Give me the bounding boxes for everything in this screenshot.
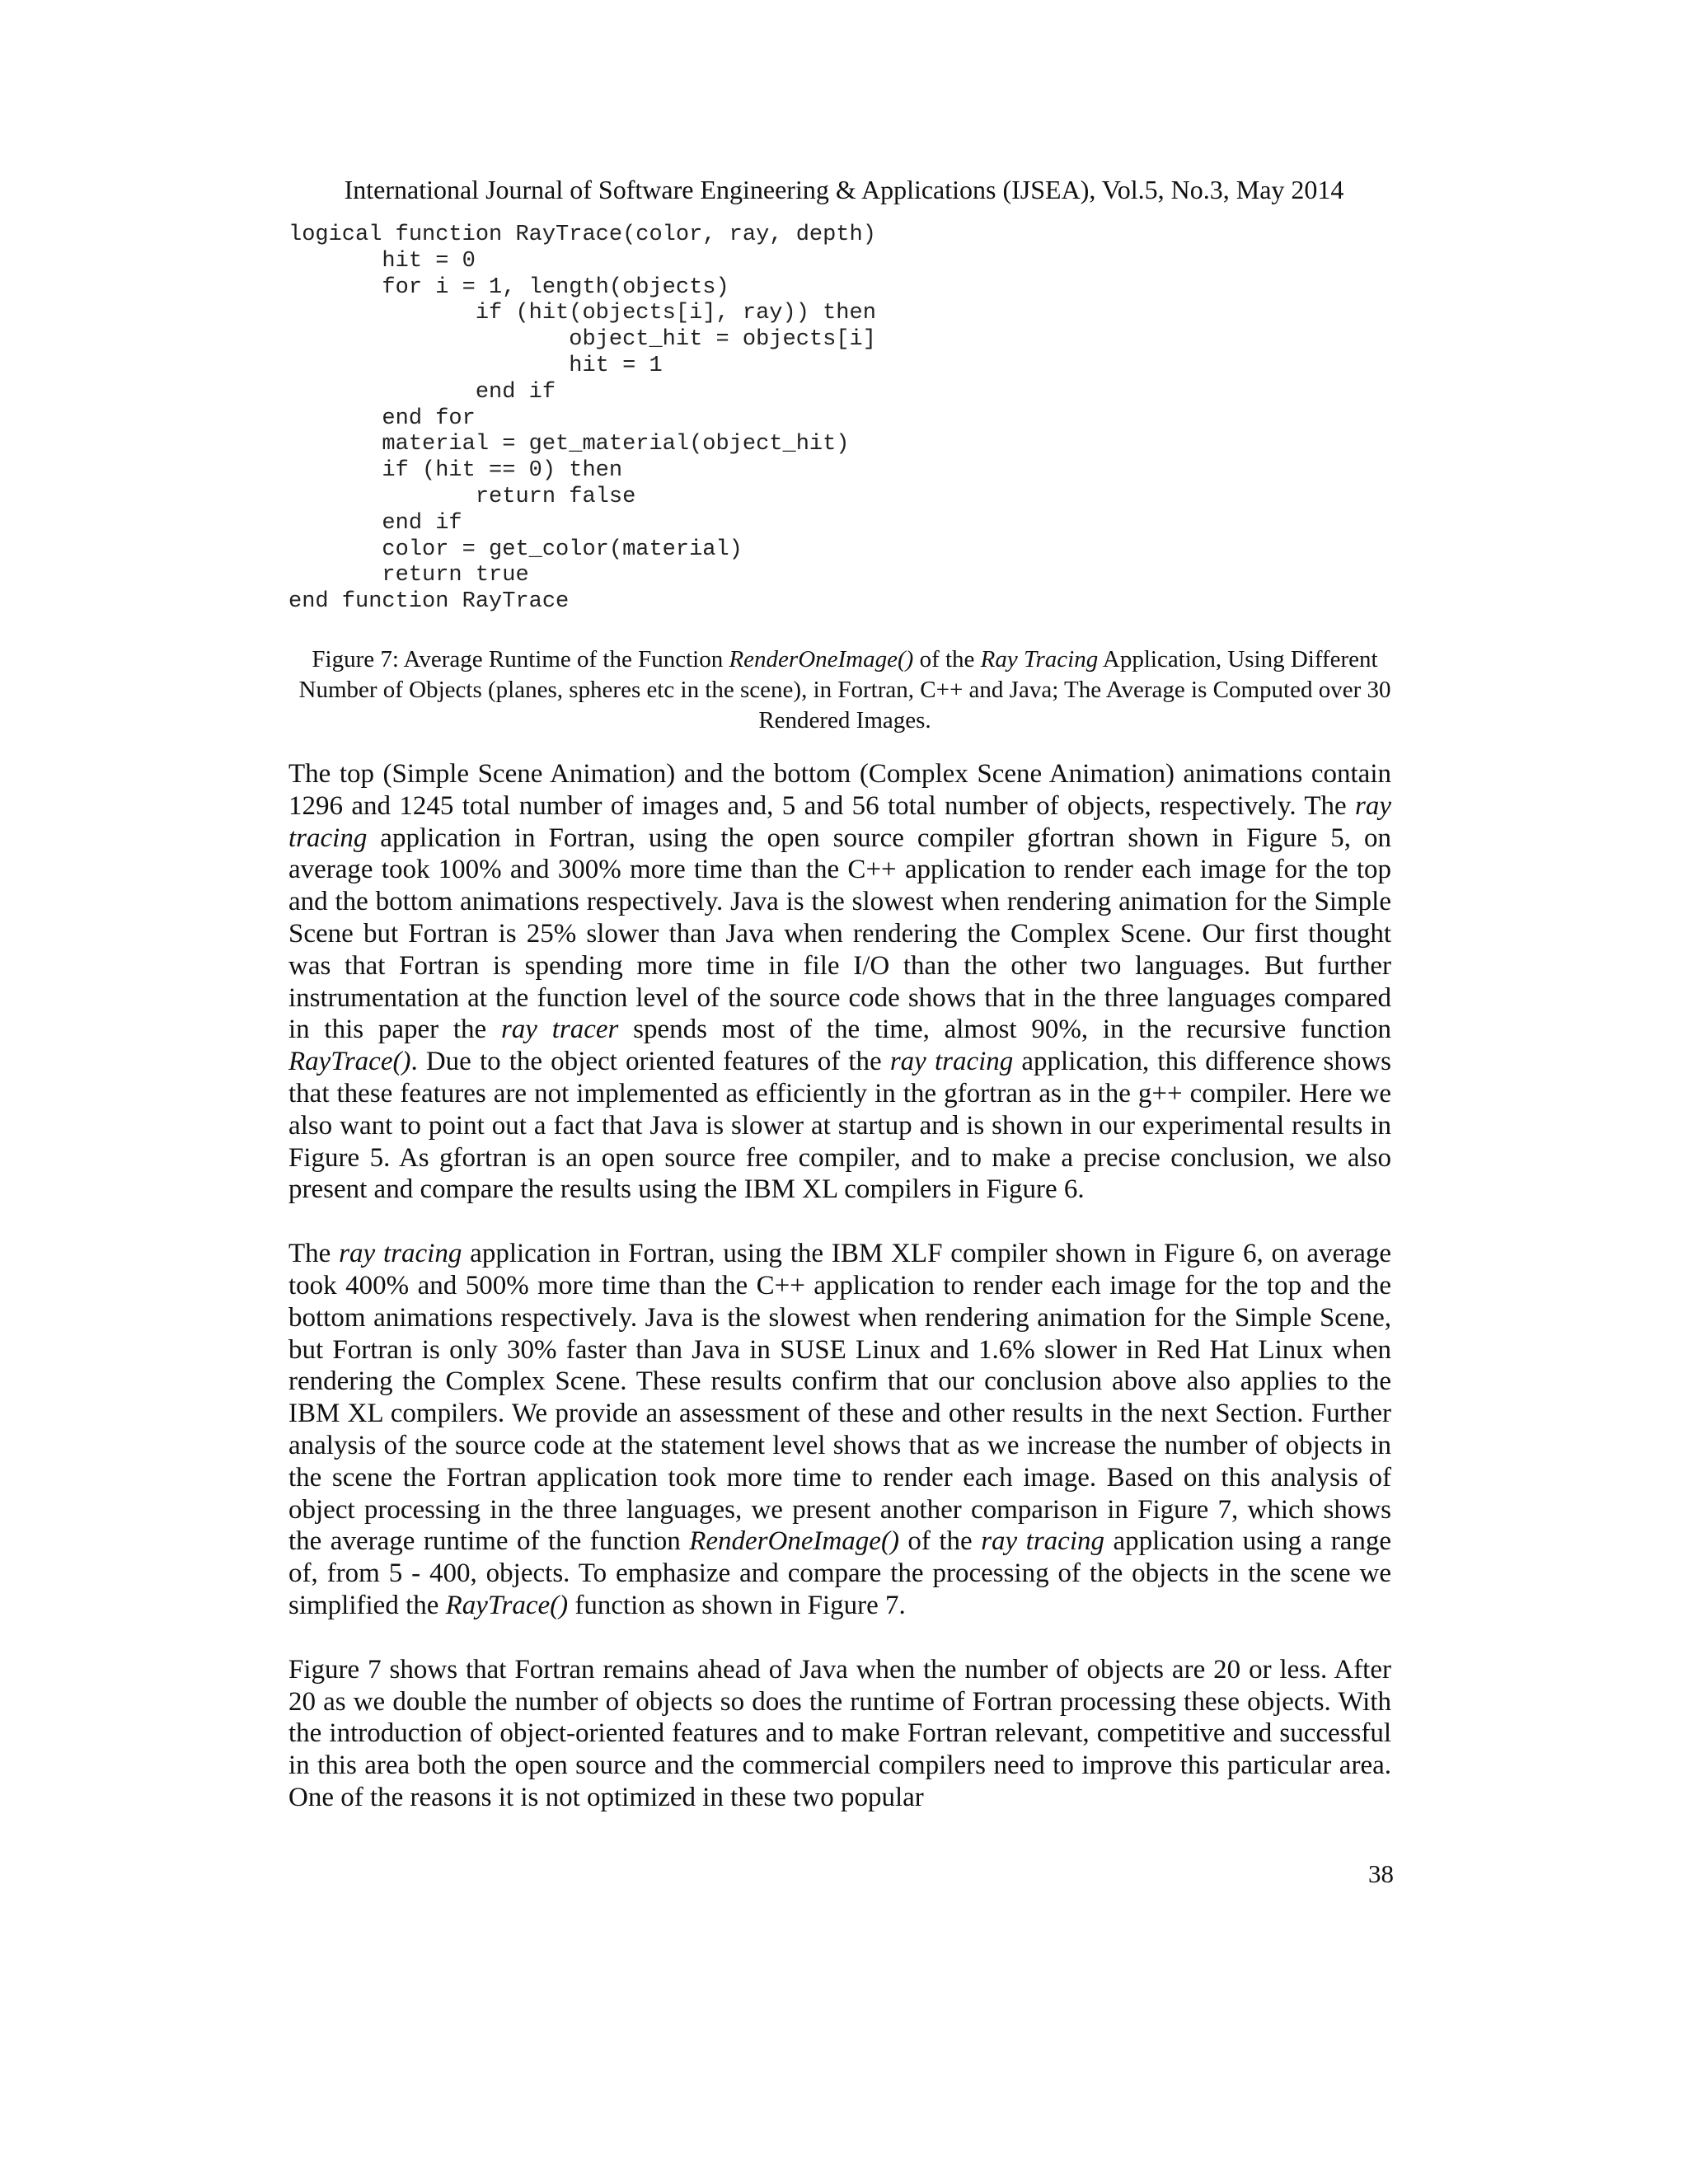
caption-emphasis: Ray Tracing <box>980 646 1099 673</box>
text-run: Figure 7 shows that Fortran remains ahead of Java when the number of objects are 20 or less. After 20 as we double the number of objects so does the runtime of Fortran processing these objects. With the introduction of object-oriented features and to make Fortran relevant, competitive and successful in this area both the open source and the commercial compilers need to improve this particular area. One of the reasons it is not optimized in these two popular <box>288 1654 1391 1812</box>
code-line: end if <box>288 379 556 405</box>
code-listing <box>288 223 876 616</box>
text-run: function as shown in Figure 7. <box>568 1590 906 1620</box>
caption-text: of the <box>913 646 981 673</box>
code-line: for i = 1, length(objects) <box>288 274 729 300</box>
text-run: . Due to the object oriented features of the <box>410 1047 890 1077</box>
text-run: spends most of the time, almost 90%, in the recursive function <box>618 1015 1391 1045</box>
emphasis: RenderOneImage() <box>689 1526 899 1557</box>
code-line: end for <box>288 405 476 431</box>
code-line: hit = 0 <box>288 248 476 274</box>
page-number: 38 <box>1368 1859 1394 1888</box>
code-line: color = get_color(material) <box>288 537 743 562</box>
code-line: return true <box>288 563 529 588</box>
emphasis: ray tracing <box>339 1239 462 1269</box>
caption-text: Application, Using Different Number of Objects (planes, spheres etc in the scene), in Fortran, C++ and Java; The Average is Computed over 30 Rendered Images. <box>298 646 1391 733</box>
text-run: The <box>288 1239 340 1269</box>
figure-caption <box>288 644 1401 736</box>
code-line: return false <box>288 484 636 509</box>
text-run: application, this difference shows that these features are not implemented as efficiently in the gfortran as in the g++ compiler. Here we also want to point out a fact that Java is slower at startup and is shown in our experimental results in Figure 5. As gfortran is an open source free compiler, and to make a precise conclusion, we also present and compare the results using the IBM XL compilers in Figure 6. <box>288 1047 1391 1205</box>
text-run: application in Fortran, using the IBM XLF compiler shown in Figure 6, on average took 400% and 500% more time than the C++ application to render each image for the top and the bottom animations respectively. Java is the slowest when rendering animation for the Simple Scene, but Fortran is only 30% faster than Java in SUSE Linux and 1.6% slower in Red Hat Linux when rendering the Complex Scene. These results confirm that our conclusion above also applies to the IBM XL compilers. We provide an assessment of these and other results in the next Section. Further analysis of the source code at the statement level shows that as we increase the number of objects in the scene the Fortran application took more time to render each image. Based on this analysis of object processing in the three languages, we present another comparison in Figure 7, which shows the average runtime of the function <box>288 1239 1391 1557</box>
caption-emphasis: RenderOneImage() <box>729 646 914 673</box>
paragraph <box>288 1238 1391 1622</box>
emphasis: ray tracer <box>500 1015 619 1045</box>
code-line: if (hit == 0) then <box>288 458 623 484</box>
emphasis: ray tracing <box>981 1526 1105 1557</box>
paragraph <box>288 758 1391 1206</box>
code-line: object_hit = objects[i] <box>288 327 876 353</box>
code-line: material = get_material(object_hit) <box>288 432 850 457</box>
code-line: logical function RayTrace(color, ray, depth) <box>288 223 876 247</box>
text-run: of the <box>898 1526 982 1557</box>
caption-text: Figure 7: Average Runtime of the Function <box>312 646 729 673</box>
code-line: end if <box>288 510 462 536</box>
emphasis: RayTrace() <box>445 1590 569 1620</box>
emphasis: RayTrace() <box>288 1047 411 1077</box>
journal-header: International Journal of Software Engineering & Applications (IJSEA), Vol.5, No.3, May 2014 <box>344 175 1344 204</box>
emphasis: ray tracing <box>889 1047 1014 1077</box>
text-run: application in Fortran, using the open source compiler gfortran shown in Figure 5, on average took 100% and 300% more time than the C++ application to render each image for the top and the bottom animations respectively. Java is the slowest when rendering animation for the Simple Scene but Fortran is 25% slower than Java when rendering the Complex Scene. Our first thought was that Fortran is spending more time in file I/O than the other two languages. But further instrumentation at the function level of the source code shows that in the three languages compared in this paper the <box>288 823 1391 1045</box>
body-text <box>288 758 1391 1814</box>
emphasis: ray tracing <box>288 790 1391 853</box>
paragraph <box>288 1654 1391 1814</box>
code-line: if (hit(objects[i], ray)) then <box>288 301 876 326</box>
code-line: end function RayTrace <box>288 589 570 615</box>
code-line: hit = 1 <box>288 353 663 378</box>
text-run: application using a range of, from 5 - 400, objects. To emphasize and compare the processing of the objects in the scene we simplified the <box>288 1526 1392 1620</box>
text-run: The top (Simple Scene Animation) and the bottom (Complex Scene Animation) animations contain 1296 and 1245 total number of images and, 5 and 56 total number of objects, respectively. The <box>288 759 1391 821</box>
